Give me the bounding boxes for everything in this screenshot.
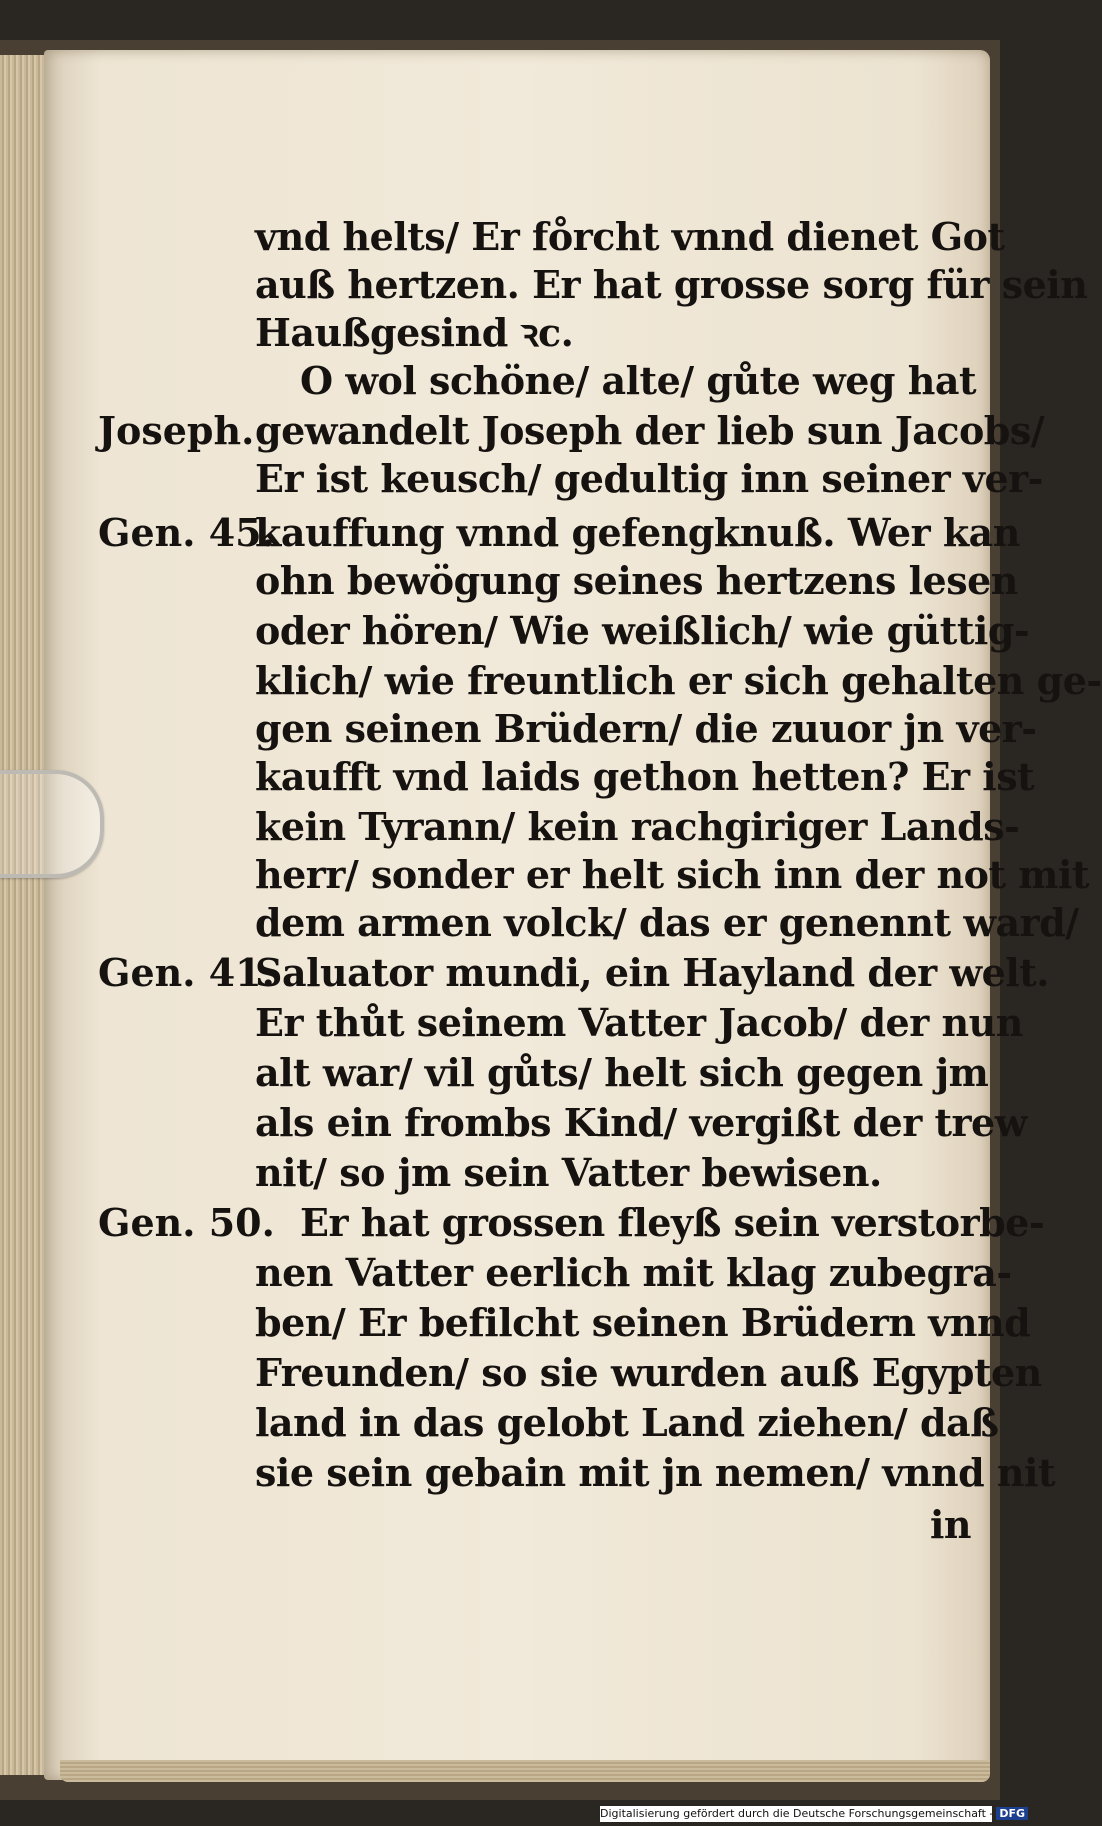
text-line: vnd helts/ Er fo̊rcht vnnd dienet Got xyxy=(255,214,1005,259)
text-line: auß hertzen. Er hat grosse sorg für sein xyxy=(255,262,1088,307)
text-line: gen seinen Brüdern/ die zuuor jn ver- xyxy=(255,706,1037,751)
digitization-credit xyxy=(600,1806,1026,1822)
text-line: kauffung vnnd gefengknuß. Wer kan xyxy=(255,510,1020,555)
text-line: herr/ sonder er helt sich inn der not mit xyxy=(255,852,1089,897)
text-line: ben/ Er befilcht seinen Brüdern vnnd xyxy=(255,1300,1031,1345)
margin-note-gen-50: Gen. 50. xyxy=(98,1200,275,1245)
text-line: Saluator mundi, ein Hayland der welt. xyxy=(255,950,1049,995)
text-line: nit/ so jm sein Vatter bewisen. xyxy=(255,1150,882,1195)
margin-note-gen-45: Gen. 45. xyxy=(98,510,275,555)
margin-note-joseph: Joseph. xyxy=(98,408,255,453)
text-line: nen Vatter eerlich mit klag zubegra- xyxy=(255,1250,1012,1295)
text-line: Haußgesind ꝛc. xyxy=(255,310,574,355)
margin-note-gen-41: Gen. 41. xyxy=(98,950,275,995)
text-line: Er thůt seinem Vatter Jacob/ der nun xyxy=(255,1000,1023,1045)
text-line: Er hat grossen fleyß sein verstorbe- xyxy=(300,1200,1045,1245)
text-line: land in das gelobt Land ziehen/ daß xyxy=(255,1400,999,1445)
credit-text: Digitalisierung gefördert durch die Deutsche Forschungsgemeinschaft - xyxy=(600,1807,994,1820)
text-line: Freunden/ so sie wurden auß Egypten xyxy=(255,1350,1042,1395)
text-line: dem armen volck/ das er genennt ward/ xyxy=(255,900,1079,945)
text-line: ohn bewögung seines hertzens lesen xyxy=(255,558,1018,603)
text-line: Er ist keusch/ gedultig inn seiner ver- xyxy=(255,456,1043,501)
dfg-logo: DFG xyxy=(996,1807,1028,1820)
text-line: O wol schöne/ alte/ gůte weg hat xyxy=(300,358,977,403)
text-line: alt war/ vil gůts/ helt sich gegen jm xyxy=(255,1050,989,1095)
text-line: kaufft vnd laids gethon hetten? Er ist xyxy=(255,754,1035,799)
text-line: oder hören/ Wie weißlich/ wie güttig- xyxy=(255,608,1030,653)
text-line: klich/ wie freuntlich er sich gehalten ge- xyxy=(255,658,1102,703)
text-line: gewandelt Joseph der lieb sun Jacobs/ xyxy=(255,408,1045,453)
text-line: als ein frombs Kind/ vergißt der trew xyxy=(255,1100,1027,1145)
catchword: in xyxy=(930,1502,972,1547)
text-line: kein Tyrann/ kein rachgiriger Lands- xyxy=(255,804,1020,849)
text-line: sie sein gebain mit jn nemen/ vnnd nit xyxy=(255,1450,1056,1495)
